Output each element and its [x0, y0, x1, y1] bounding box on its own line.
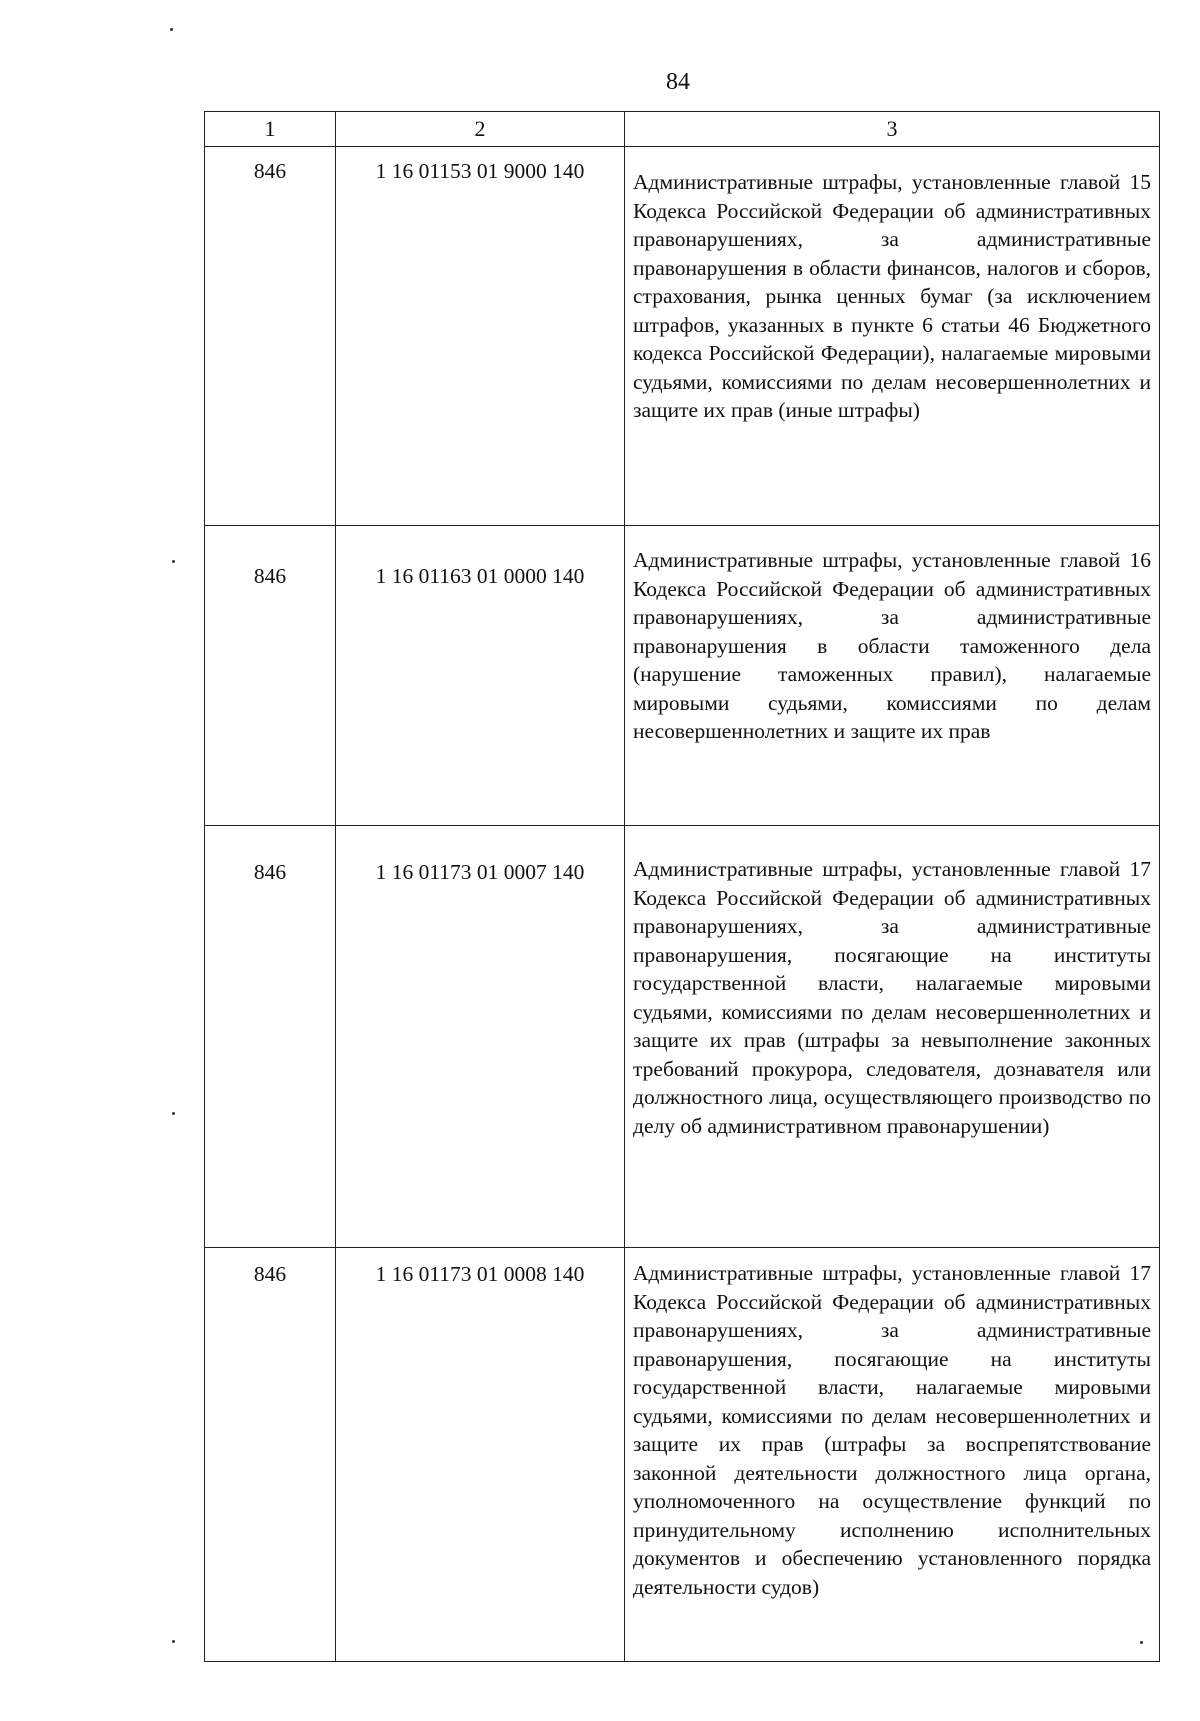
column-header-2: 2: [336, 112, 625, 147]
description-text: Административные штрафы, установленные главой 17 Кодекса Российской Федерации об административных правонарушениях, за административные правонарушения, посягающие на институты государственной власти, налагаемые мировыми судьями, комиссиями по делам несовершеннолетних и защите их прав (штрафы за воспрепятствование законной деятельности должностного лица органа, уполномоченного на осуществление функций по принудительному исполнению исполнительных документов и обеспечению установленного порядка деятельности судов): [633, 1261, 1151, 1599]
administrator-code-cell: 846: [205, 826, 336, 1248]
budget-code-cell: 1 16 01173 01 0008 140: [336, 1248, 625, 1662]
table-header-row: [205, 112, 1160, 147]
description-cell: [625, 826, 1160, 1248]
description-text: Административные штрафы, установленные главой 17 Кодекса Российской Федерации об административных правонарушениях, за административные правонарушения, посягающие на институты государственной власти, налагаемые мировыми судьями, комиссиями по делам несовершеннолетних и защите их прав (штрафы за невыполнение законных требований прокурора, следователя, дознавателя или должностного лица, осуществляющего производство по делу об административном правонарушении): [633, 857, 1151, 1138]
budget-code-cell: 1 16 01163 01 0000 140: [336, 526, 625, 826]
column-header-3: 3: [625, 112, 1160, 147]
table-row: [205, 147, 1160, 526]
budget-classification-table: [204, 111, 1160, 1662]
description-cell: [625, 147, 1160, 526]
budget-code-cell: 1 16 01173 01 0007 140: [336, 826, 625, 1248]
scan-speck: [172, 1640, 175, 1643]
scan-speck: [170, 28, 173, 31]
description-cell: [625, 1248, 1160, 1662]
table-row: [205, 826, 1160, 1248]
table-row: [205, 526, 1160, 826]
scan-speck: [172, 1112, 175, 1115]
budget-code-cell: 1 16 01153 01 9000 140: [336, 147, 625, 526]
description-cell: [625, 526, 1160, 826]
column-header-1: 1: [205, 112, 336, 147]
table-row: [205, 1248, 1160, 1662]
scan-speck: [1140, 1641, 1143, 1644]
administrator-code-cell: 846: [205, 1248, 336, 1662]
administrator-code-cell: 846: [205, 147, 336, 526]
scan-speck: [172, 560, 175, 563]
description-text: Административные штрафы, установленные главой 15 Кодекса Российской Федерации об административных правонарушениях, за административные правонарушения в области финансов, налогов и сборов, страхования, рынка ценных бумаг (за исключением штрафов, указанных в пункте 6 статьи 46 Бюджетного кодекса Российской Федерации), налагаемые мировыми судьями, комиссиями по делам несовершеннолетних и защите их прав (иные штрафы): [633, 170, 1151, 422]
administrator-code-cell: 846: [205, 526, 336, 826]
page-number: 84: [666, 69, 690, 95]
description-text: Административные штрафы, установленные главой 16 Кодекса Российской Федерации об административных правонарушениях, за административные правонарушения в области таможенного дела (нарушение таможенных правил), налагаемые мировыми судьями, комиссиями по делам несовершеннолетних и защите их прав: [633, 548, 1151, 743]
